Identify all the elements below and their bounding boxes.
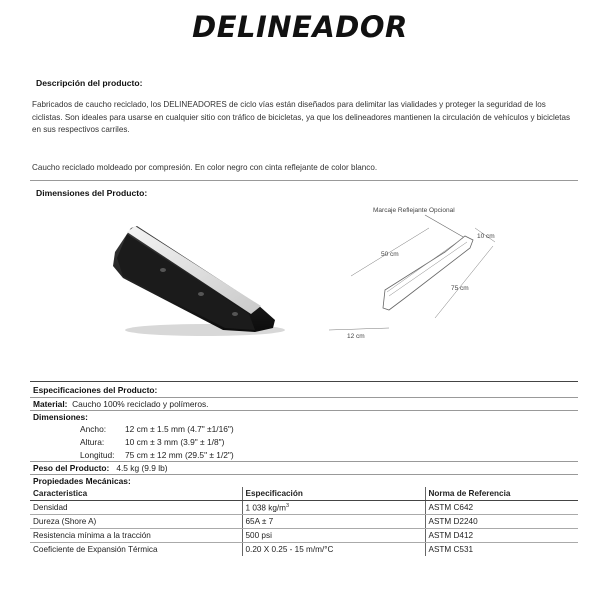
description-heading: Descripción del producto:: [36, 78, 143, 88]
table-cell: ASTM D2240: [425, 515, 578, 529]
table-row: [30, 529, 578, 543]
table-cell: Dureza (Shore A): [30, 515, 242, 529]
table-cell: Densidad: [30, 501, 242, 515]
divider: [30, 381, 578, 382]
dim-75cm: 75 cm: [451, 285, 469, 292]
dimensions-label: Dimensiones:: [33, 412, 88, 422]
reflective-label: Marcaje Reflejante Opcional: [373, 207, 455, 214]
table-cell: 65A ± 7: [242, 515, 425, 529]
table-header: Norma de Referencia: [425, 487, 578, 501]
table-row: [30, 543, 578, 557]
longitud-label: Longitud:: [80, 450, 115, 460]
divider: [30, 180, 578, 181]
ancho-label: Ancho:: [80, 424, 107, 434]
product-photo: [105, 218, 285, 343]
mech-heading: Propiedades Mecánicas:: [33, 476, 131, 486]
material-row: Material: Caucho 100% reciclado y polímeros.: [33, 399, 209, 409]
table-cell: 0.20 X 0.25 - 15 m/m/°C: [242, 543, 425, 557]
table-header: Caracteristica: [30, 487, 242, 501]
table-header: Especificación: [242, 487, 425, 501]
table-header-row: [30, 487, 578, 501]
table-row: [30, 501, 578, 515]
altura-value: 10 cm ± 3 mm (3.9" ± 1/8"): [125, 437, 225, 447]
page-title: DELINEADOR: [192, 10, 408, 44]
altura-label: Altura:: [80, 437, 105, 447]
table-cell: ASTM C642: [425, 501, 578, 515]
peso-row: Peso del Producto: 4.5 kg (9.9 lb): [33, 463, 168, 473]
dim-10cm: 10 cm: [477, 233, 495, 240]
description-paragraph: Fabricados de caucho reciclado, los DELINEADORES de ciclo vías están diseñados para delimitar las vialidades y proteger la seguridad de los ciclistas. Son ideales para usarse en cualquier sitio con tráfico de bicicletas, ya que los delineadores mantienen la circulación de vehículos y bicicletas en sus respectivos carriles.: [32, 100, 571, 134]
dim-50cm: 50 cm: [381, 251, 399, 258]
table-cell: ASTM C531: [425, 543, 578, 557]
table-row: [30, 515, 578, 529]
table-cell: 1 038 $kg/m^3$: [242, 501, 425, 515]
dimensions-heading: Dimensiones del Producto:: [36, 188, 148, 198]
mechanical-properties-table: [30, 487, 578, 556]
table-cell: Resistencia mínima a la tracción: [30, 529, 242, 543]
table-cell: 500 psi: [242, 529, 425, 543]
specs-heading: Especificaciones del Producto:: [33, 385, 158, 395]
material-note: Caucho reciclado moldeado por compresión. En color negro con cinta reflejante de color blanco.: [32, 163, 378, 172]
table-cell: ASTM D412: [425, 529, 578, 543]
ancho-value: 12 cm ± 1.5 mm (4.7" ±1/16"): [125, 424, 234, 434]
dimension-diagram: [325, 200, 525, 345]
table-cell: Coeficiente de Expansión Térmica: [33, 545, 158, 554]
dim-12cm: 12 cm: [347, 333, 365, 340]
longitud-value: 75 cm ± 12 mm (29.5" ± 1/2"): [125, 450, 234, 460]
